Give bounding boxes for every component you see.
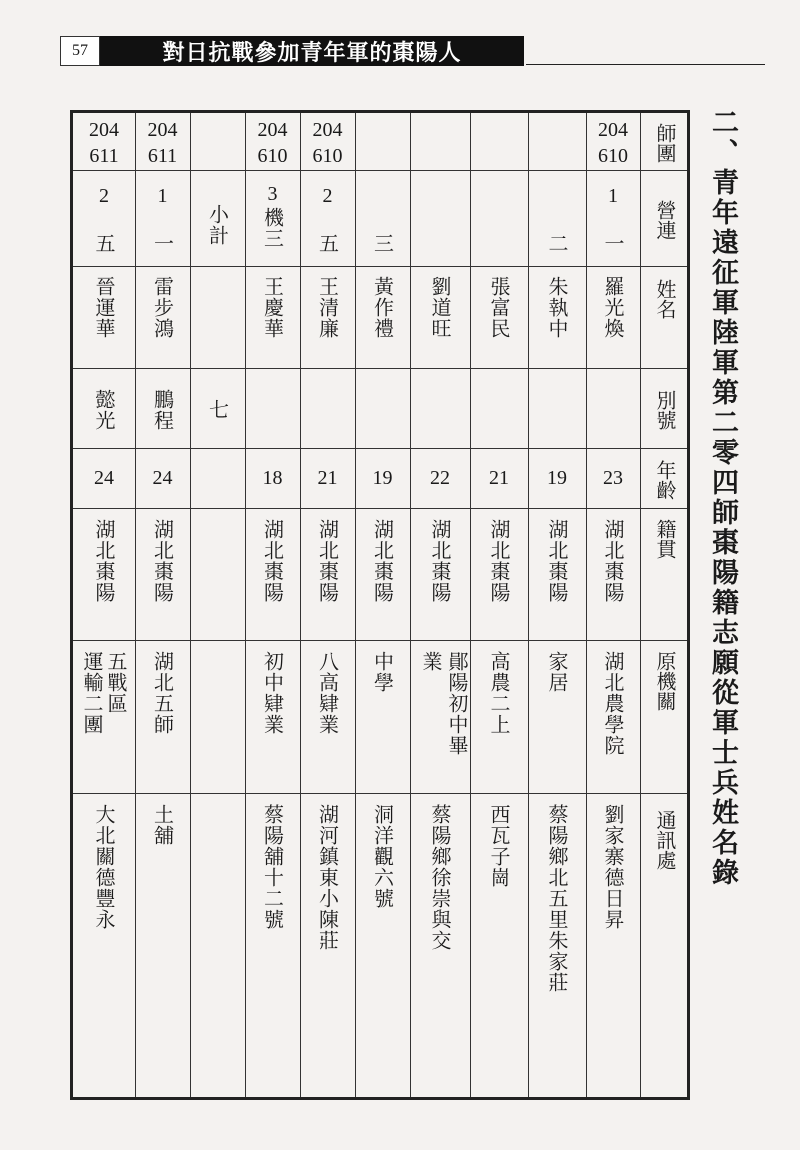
origin-cell: 湖北棗陽: [487, 519, 511, 603]
subtotal-row: [190, 113, 245, 1097]
origin-cell: 湖北棗陽: [370, 519, 395, 603]
address-cell: 劉家寨德日昇: [601, 804, 625, 930]
table-row: [528, 113, 586, 1097]
battalion-cell: 3: [267, 183, 278, 205]
header-rule: [526, 64, 765, 65]
table-row: [135, 113, 190, 1097]
age-cell: 24: [152, 467, 173, 489]
header-organization: 原機關: [653, 651, 677, 711]
origin-cell: 湖北棗陽: [545, 519, 569, 603]
table-row: [245, 113, 300, 1097]
age-cell: 21: [489, 467, 509, 489]
organization-cell: 八高肄業: [315, 651, 340, 735]
origin-cell: 湖北棗陽: [601, 519, 625, 603]
origin-cell: 湖北棗陽: [92, 519, 116, 603]
subtotal-value: 七: [205, 399, 230, 420]
age-cell: 21: [317, 467, 338, 489]
address-cell: 湖河鎮東小陳莊: [315, 804, 340, 951]
origin-cell: 湖北棗陽: [315, 519, 340, 603]
organization-cell: 初中肄業: [260, 651, 285, 735]
table-row: [355, 113, 410, 1097]
company-cell: 三: [370, 232, 395, 254]
page-number: 57: [60, 36, 100, 66]
alias-cell: 懿光: [92, 388, 116, 431]
origin-cell: 湖北棗陽: [150, 519, 175, 603]
organization-cell: 湖北五師: [150, 651, 175, 735]
name-cell: 王清廉: [315, 276, 340, 339]
battalion-cell: 1: [157, 185, 168, 207]
roster-table: [70, 110, 690, 1100]
organization-cell: 高農二上: [487, 651, 511, 735]
table-row: [586, 113, 640, 1097]
address-cell: 西瓦子崗: [487, 804, 511, 888]
name-cell: 羅光煥: [601, 276, 625, 339]
age-cell: 23: [603, 467, 623, 489]
address-cell: 蔡陽鄉北五里朱家莊: [545, 804, 569, 993]
organization-cell: 五戰區 運輸二團: [80, 651, 128, 735]
name-cell: 劉道旺: [428, 276, 452, 339]
division-cell: 204 611: [89, 119, 119, 167]
age-cell: 24: [94, 467, 114, 489]
name-cell: 晉運華: [92, 276, 116, 339]
address-cell: 土舖: [150, 804, 175, 846]
table-row: [300, 113, 355, 1097]
division-cell: 204 610: [598, 119, 628, 167]
name-cell: 王慶華: [260, 276, 285, 339]
subtotal-label: 小計: [205, 203, 230, 246]
address-cell: 蔡陽舖十二號: [260, 804, 285, 930]
name-cell: 雷步鴻: [150, 276, 175, 339]
company-cell: 五: [315, 232, 340, 254]
company-cell: 二: [545, 232, 569, 254]
division-cell: 204 610: [257, 119, 288, 167]
header-age: 年齡: [653, 459, 677, 500]
running-header: [60, 36, 765, 66]
address-cell: 蔡陽鄉徐崇與交: [428, 804, 452, 951]
name-cell: 黃作禮: [370, 276, 395, 339]
table-row: [470, 113, 528, 1097]
name-cell: 朱執中: [545, 276, 569, 339]
age-cell: 19: [372, 467, 393, 489]
battalion-cell: 2: [322, 185, 333, 207]
header-alias: 別號: [653, 389, 677, 430]
origin-cell: 湖北棗陽: [260, 519, 285, 603]
age-cell: 19: [547, 467, 567, 489]
header-battalion-company: 營連: [653, 199, 677, 240]
section-title: 二、青年遠征軍陸軍第二零四師棗陽籍志願從軍士兵姓名錄: [707, 108, 738, 888]
age-cell: 22: [430, 467, 450, 489]
division-cell: 204 611: [147, 119, 178, 167]
company-cell: 一: [601, 232, 625, 254]
organization-cell: 鄖陽初中畢 業: [419, 651, 469, 756]
company-cell: 五: [92, 232, 116, 254]
header-origin: 籍貫: [653, 519, 677, 559]
table-row: [410, 113, 470, 1097]
header-column: [640, 113, 690, 1097]
origin-cell: 湖北棗陽: [428, 519, 452, 603]
header-address: 通訊處: [653, 810, 677, 870]
battalion-cell: 2: [99, 185, 109, 207]
running-title: 對日抗戰參加青年軍的棗陽人: [100, 36, 524, 66]
company-cell: 一: [150, 232, 175, 254]
table-row: [73, 113, 135, 1097]
alias-cell: 鵬程: [150, 388, 175, 431]
header-division: 師團: [653, 122, 677, 163]
address-cell: 大北關德豐永: [92, 804, 116, 930]
organization-cell: 家居: [545, 651, 569, 693]
age-cell: 18: [262, 467, 283, 489]
header-name: 姓名: [653, 279, 677, 319]
address-cell: 洞洋觀六號: [370, 804, 395, 909]
company-cell: 機三: [260, 207, 285, 249]
division-cell: 204 610: [312, 119, 343, 167]
battalion-cell: 1: [608, 185, 618, 207]
organization-cell: 湖北農學院: [601, 651, 625, 756]
name-cell: 張富民: [487, 276, 511, 339]
organization-cell: 中學: [370, 651, 395, 693]
